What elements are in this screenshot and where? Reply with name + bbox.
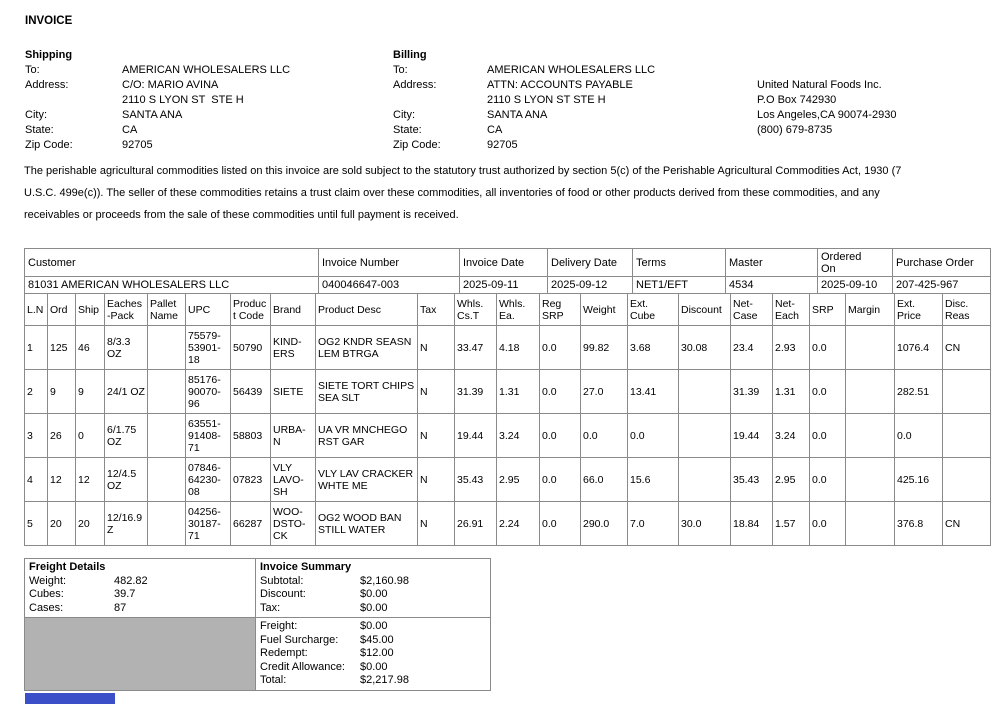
cell-eaches-pack: 24/1 OZ (105, 370, 148, 414)
cell-reg-srp: 0.0 (540, 458, 581, 502)
meta-header-cell: Terms (633, 249, 726, 277)
billing-to-label: To: (393, 64, 408, 76)
invoice-meta-table (24, 248, 991, 294)
line-item-row (25, 414, 991, 458)
cell-net-each: 2.95 (773, 458, 810, 502)
totals-section (24, 558, 491, 691)
items-body (25, 326, 991, 546)
cell-ordered: 20 (48, 502, 76, 546)
cell-whls-case: 33.47 (455, 326, 497, 370)
summary-value: $0.00 (360, 588, 388, 600)
shipping-to-value: AMERICAN WHOLESALERS LLC (122, 64, 291, 76)
billing-address-label: Address: (393, 79, 437, 91)
billing-address-line1: ATTN: ACCOUNTS PAYABLE (487, 79, 633, 91)
cell-shipped: 46 (76, 326, 105, 370)
billing-heading: Billing (393, 49, 427, 61)
cell-product-desc: SIETE TORT CHIPS SEA SLT (316, 370, 418, 414)
cell-discount (679, 414, 731, 458)
cell-product-desc: OG2 KNDR SEASN LEM BTRGA (316, 326, 418, 370)
shipping-address-line2: 2110 S LYON ST STE H (122, 94, 244, 106)
summary-row (260, 634, 486, 648)
freight-row (29, 588, 251, 602)
cell-product-desc: VLY LAV CRACKER WHTE ME (316, 458, 418, 502)
summary-value: $2,160.98 (360, 574, 409, 587)
billing-address-spacer (393, 93, 487, 108)
cell-srp: 0.0 (810, 370, 846, 414)
meta-value-cell: 2025-09-10 (818, 277, 893, 294)
cell-discount: 30.08 (679, 326, 731, 370)
meta-value-cell: 2025-09-12 (548, 277, 633, 294)
address-section (25, 48, 988, 153)
summary-label: Discount: (260, 588, 306, 600)
cell-ext-price: 425.16 (895, 458, 943, 502)
meta-header-row (25, 249, 991, 277)
line-item-row (25, 502, 991, 546)
summary-heading: Invoice Summary (260, 561, 352, 573)
line-item-row (25, 326, 991, 370)
meta-header-cell: Master (726, 249, 818, 277)
meta-header-cell: Invoice Number (319, 249, 460, 277)
cell-reg-srp: 0.0 (540, 370, 581, 414)
meta-header-cell: Invoice Date (460, 249, 548, 277)
items-header-cell: Ord (48, 294, 76, 326)
cell-line-number: 5 (25, 502, 48, 546)
cell-shipped: 20 (76, 502, 105, 546)
cell-net-each: 1.31 (773, 370, 810, 414)
freight-heading: Freight Details (29, 561, 106, 573)
summary-value: $12.00 (360, 647, 394, 659)
cell-upc: 85176-90070-96 (186, 370, 231, 414)
cell-eaches-pack: 8/3.3 OZ (105, 326, 148, 370)
cell-whls-case: 31.39 (455, 370, 497, 414)
cell-whls-each: 2.95 (497, 458, 540, 502)
cell-eaches-pack: 6/1.75 OZ (105, 414, 148, 458)
meta-header-cell: Purchase Order (893, 249, 991, 277)
items-header-cell: Discount (679, 294, 731, 326)
remit-line: United Natural Foods Inc. (757, 79, 882, 91)
cell-ext-cube: 13.41 (628, 370, 679, 414)
cell-disc-reason (943, 370, 991, 414)
cell-pallet-name (148, 414, 186, 458)
cell-upc: 07846-64230-08 (186, 458, 231, 502)
meta-value-row (25, 277, 991, 294)
summary-rows-top (260, 575, 486, 616)
cell-net-case: 19.44 (731, 414, 773, 458)
cell-product-code: 58803 (231, 414, 271, 458)
cell-margin (846, 370, 895, 414)
shipping-address-line1: C/O: MARIO AVINA (122, 79, 219, 91)
invoice-summary-totals-box (256, 618, 491, 691)
billing-address-line2: 2110 S LYON ST STE H (487, 94, 606, 106)
cell-ext-cube: 0.0 (628, 414, 679, 458)
cell-ext-cube: 15.6 (628, 458, 679, 502)
cell-brand: WOO-DSTO-CK (271, 502, 316, 546)
items-header-cell: Eaches-Pack (105, 294, 148, 326)
meta-value-cell: 207-425-967 (893, 277, 991, 294)
items-header-cell: Pallet Name (148, 294, 186, 326)
paca-notice: The perishable agricultural commodities listed on this invoice are sold subject to the statutory trust authorized by section 5(c) of the Perishable Agricultural Commodities Act, 1930 (7 U.S.C. 499e(c)). The seller of these commodities retains a trust claim over these commodities, all inventories of food or other products derived from these commodities, and any receivables or proceeds from the sale of these commodities until full payment is received. (24, 165, 902, 221)
line-items-table (24, 293, 991, 546)
summary-row (260, 575, 486, 589)
freight-label: Cases: (29, 601, 64, 614)
cell-net-case: 18.84 (731, 502, 773, 546)
freight-row (29, 575, 251, 589)
cell-reg-srp: 0.0 (540, 502, 581, 546)
summary-label: Subtotal: (260, 574, 304, 587)
items-header-cell: Ext. Price (895, 294, 943, 326)
cell-tax: N (418, 414, 455, 458)
meta-value-cell: 040046647-003 (319, 277, 460, 294)
items-header-cell: Tax (418, 294, 455, 326)
cell-brand: VLY LAVO-SH (271, 458, 316, 502)
cell-ext-price: 1076.4 (895, 326, 943, 370)
cell-upc: 75579-53901-18 (186, 326, 231, 370)
cell-srp: 0.0 (810, 502, 846, 546)
summary-row (260, 674, 486, 688)
freight-value: 87 (114, 601, 127, 614)
cell-weight: 27.0 (581, 370, 628, 414)
cell-brand: URBA-N (271, 414, 316, 458)
cell-weight: 66.0 (581, 458, 628, 502)
cell-whls-case: 26.91 (455, 502, 497, 546)
items-header-cell: Disc. Reas (943, 294, 991, 326)
freight-value: 482.82 (114, 574, 148, 587)
cell-net-case: 31.39 (731, 370, 773, 414)
cell-tax: N (418, 370, 455, 414)
meta-header-cell: Customer (25, 249, 319, 277)
cell-margin (846, 458, 895, 502)
items-header-cell: Product Desc (316, 294, 418, 326)
cell-margin (846, 414, 895, 458)
cell-margin (846, 326, 895, 370)
items-header-cell: Net-Each (773, 294, 810, 326)
cell-disc-reason: CN (943, 326, 991, 370)
freight-row (29, 602, 251, 616)
cell-weight: 99.82 (581, 326, 628, 370)
cell-brand: KIND-ERS (271, 326, 316, 370)
cell-ordered: 26 (48, 414, 76, 458)
items-header-cell: Reg SRP (540, 294, 581, 326)
cell-product-desc: UA VR MNCHEGO RST GAR (316, 414, 418, 458)
freight-details-box (25, 559, 256, 618)
billing-fields (393, 63, 757, 153)
items-header-cell: Net-Case (731, 294, 773, 326)
cell-net-each: 2.93 (773, 326, 810, 370)
items-header-cell: UPC (186, 294, 231, 326)
cell-tax: N (418, 326, 455, 370)
remit-line: (800) 679-8735 (757, 124, 833, 136)
cell-reg-srp: 0.0 (540, 414, 581, 458)
cell-whls-case: 19.44 (455, 414, 497, 458)
summary-label: Fuel Surcharge: (260, 633, 339, 646)
highlight-bar (25, 693, 115, 704)
cell-eaches-pack: 12/16.9 Z (105, 502, 148, 546)
cell-ext-price: 0.0 (895, 414, 943, 458)
cell-net-each: 3.24 (773, 414, 810, 458)
cell-whls-each: 1.31 (497, 370, 540, 414)
remit-line: P.O Box 742930 (757, 94, 837, 106)
shipping-city-value: SANTA ANA (122, 109, 183, 121)
shipping-zip-label: Zip Code: (25, 139, 73, 151)
cell-upc: 04256-30187-71 (186, 502, 231, 546)
summary-label: Credit Allowance: (260, 660, 345, 673)
cell-net-case: 23.4 (731, 326, 773, 370)
items-header-cell: Ext. Cube (628, 294, 679, 326)
billing-city-value: SANTA ANA (487, 109, 548, 121)
cell-tax: N (418, 502, 455, 546)
cell-shipped: 0 (76, 414, 105, 458)
cell-discount: 30.0 (679, 502, 731, 546)
items-header-cell: L.N (25, 294, 48, 326)
cell-net-case: 35.43 (731, 458, 773, 502)
cell-pallet-name (148, 502, 186, 546)
shipping-city-label: City: (25, 109, 47, 121)
shipping-address-spacer (25, 93, 122, 108)
cell-srp: 0.0 (810, 414, 846, 458)
shipping-state-label: State: (25, 124, 54, 136)
cell-product-code: 56439 (231, 370, 271, 414)
freight-rows (29, 575, 251, 616)
summary-value: $2,217.98 (360, 674, 409, 686)
cell-line-number: 2 (25, 370, 48, 414)
items-header-cell: SRP (810, 294, 846, 326)
billing-zip-label: Zip Code: (393, 139, 441, 151)
cell-pallet-name (148, 370, 186, 414)
freight-gray-panel (25, 618, 256, 691)
summary-row (260, 588, 486, 602)
freight-label: Cubes: (29, 588, 64, 600)
billing-zip-value: 92705 (487, 139, 518, 151)
items-header-cell: Product Code (231, 294, 271, 326)
cell-ext-price: 376.8 (895, 502, 943, 546)
cell-ext-cube: 3.68 (628, 326, 679, 370)
cell-disc-reason (943, 458, 991, 502)
cell-weight: 0.0 (581, 414, 628, 458)
invoice-summary-box (256, 559, 491, 618)
shipping-fields (25, 63, 393, 153)
cell-product-code: 66287 (231, 502, 271, 546)
cell-shipped: 9 (76, 370, 105, 414)
meta-value-cell: 81031 AMERICAN WHOLESALERS LLC (25, 277, 319, 294)
billing-block (393, 48, 757, 153)
billing-city-label: City: (393, 109, 415, 121)
summary-row (260, 647, 486, 661)
items-header-cell: Margin (846, 294, 895, 326)
summary-value: $0.00 (360, 620, 388, 632)
cell-ext-price: 282.51 (895, 370, 943, 414)
summary-label: Total: (260, 674, 287, 686)
cell-ordered: 9 (48, 370, 76, 414)
meta-value-cell: 2025-09-11 (460, 277, 548, 294)
cell-pallet-name (148, 326, 186, 370)
summary-rows-bottom (260, 620, 486, 688)
items-header-cell: Ship (76, 294, 105, 326)
cell-margin (846, 502, 895, 546)
billing-state-value: CA (487, 124, 503, 136)
summary-value: $0.00 (360, 660, 388, 673)
items-header-cell: Weight (581, 294, 628, 326)
page-title: INVOICE (25, 15, 73, 27)
cell-whls-each: 4.18 (497, 326, 540, 370)
cell-whls-each: 2.24 (497, 502, 540, 546)
cell-line-number: 3 (25, 414, 48, 458)
cell-whls-each: 3.24 (497, 414, 540, 458)
cell-line-number: 1 (25, 326, 48, 370)
items-header-cell: Whls. Cs.T (455, 294, 497, 326)
freight-label: Weight: (29, 574, 67, 587)
cell-srp: 0.0 (810, 326, 846, 370)
cell-disc-reason: CN (943, 502, 991, 546)
shipping-zip-value: 92705 (122, 139, 153, 151)
summary-row (260, 602, 486, 616)
cell-eaches-pack: 12/4.5 OZ (105, 458, 148, 502)
shipping-address-label: Address: (25, 79, 69, 91)
summary-label: Freight: (260, 620, 298, 632)
summary-value: $45.00 (360, 633, 394, 646)
cell-srp: 0.0 (810, 458, 846, 502)
meta-header-cell: Delivery Date (548, 249, 633, 277)
billing-state-label: State: (393, 124, 422, 136)
cell-whls-case: 35.43 (455, 458, 497, 502)
cell-product-code: 07823 (231, 458, 271, 502)
freight-value: 39.7 (114, 588, 136, 600)
meta-value-cell: NET1/EFT (633, 277, 726, 294)
cell-tax: N (418, 458, 455, 502)
cell-upc: 63551-91408-71 (186, 414, 231, 458)
summary-row (260, 661, 486, 675)
cell-weight: 290.0 (581, 502, 628, 546)
cell-product-code: 50790 (231, 326, 271, 370)
meta-value-cell: 4534 (726, 277, 818, 294)
items-header-row (25, 294, 991, 326)
cell-discount (679, 458, 731, 502)
line-item-row (25, 458, 991, 502)
cell-shipped: 12 (76, 458, 105, 502)
summary-value: $0.00 (360, 601, 388, 614)
summary-row (260, 620, 486, 634)
shipping-block (25, 48, 393, 153)
cell-brand: SIETE (271, 370, 316, 414)
items-header-cell: Brand (271, 294, 316, 326)
line-item-row (25, 370, 991, 414)
cell-disc-reason (943, 414, 991, 458)
items-header-cell: Whls. Ea. (497, 294, 540, 326)
billing-to-value: AMERICAN WHOLESALERS LLC (487, 64, 656, 76)
cell-net-each: 1.57 (773, 502, 810, 546)
cell-product-desc: OG2 WOOD BAN STILL WATER (316, 502, 418, 546)
cell-ordered: 12 (48, 458, 76, 502)
remit-line: Los Angeles,CA 90074-2930 (757, 109, 897, 121)
cell-ordered: 125 (48, 326, 76, 370)
cell-pallet-name (148, 458, 186, 502)
cell-ext-cube: 7.0 (628, 502, 679, 546)
shipping-heading: Shipping (25, 49, 73, 61)
remit-to-block (757, 48, 896, 153)
cell-discount (679, 370, 731, 414)
summary-label: Tax: (260, 601, 281, 614)
cell-line-number: 4 (25, 458, 48, 502)
meta-header-cell: Ordered On (818, 249, 893, 277)
shipping-to-label: To: (25, 64, 40, 76)
summary-label: Redempt: (260, 647, 308, 659)
shipping-state-value: CA (122, 124, 138, 136)
cell-reg-srp: 0.0 (540, 326, 581, 370)
